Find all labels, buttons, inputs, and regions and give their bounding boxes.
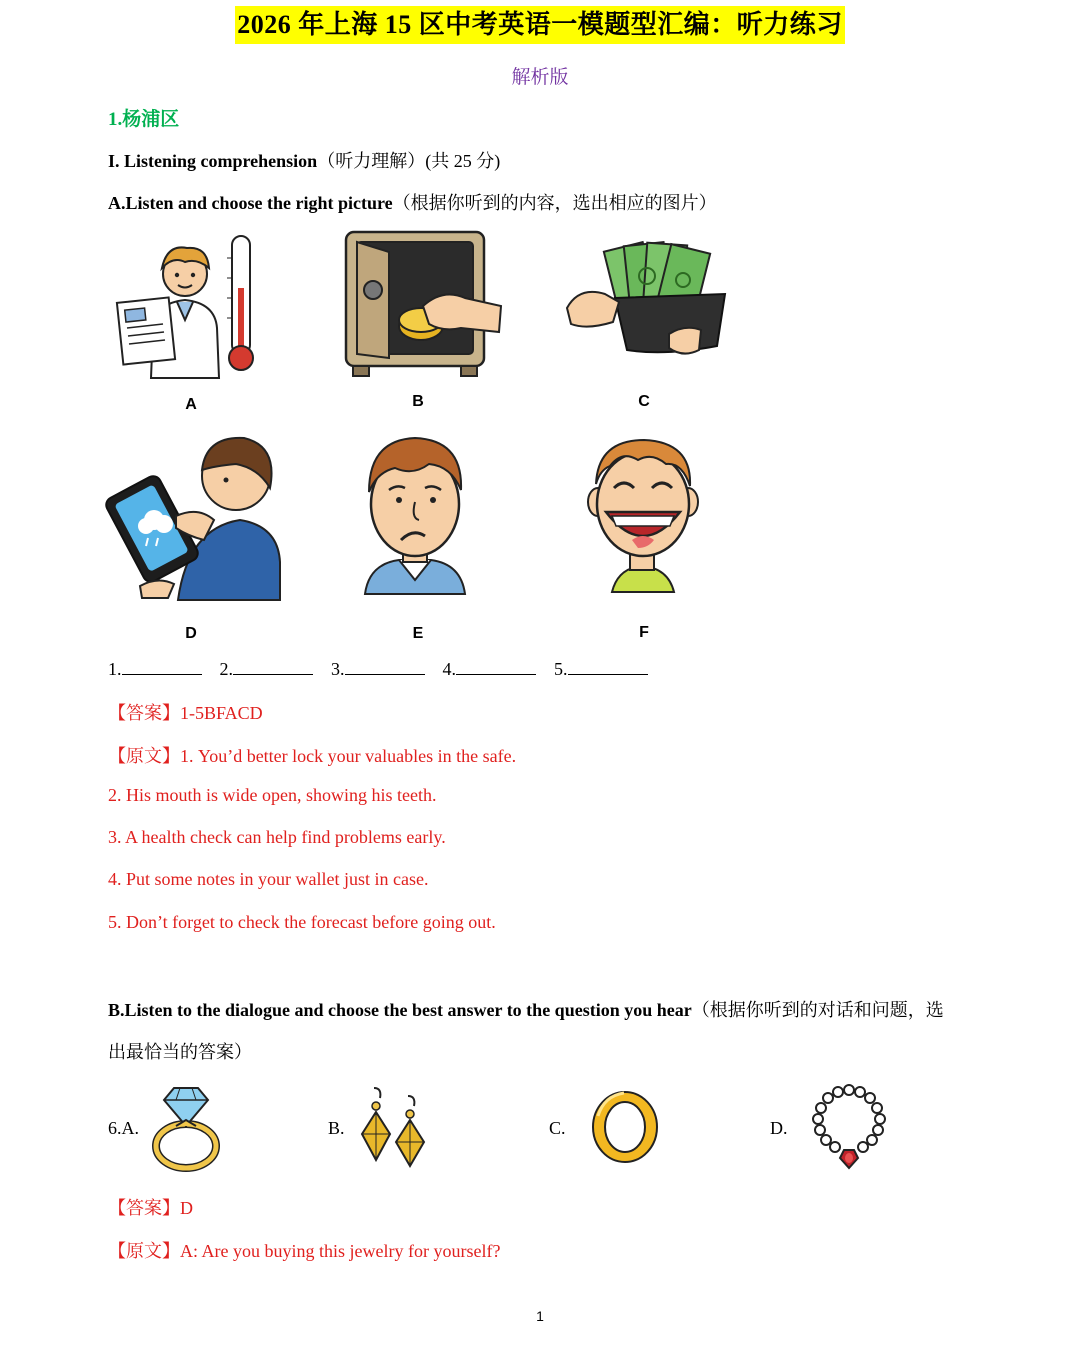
section-heading [108, 147, 500, 173]
section-heading-cn: （听力理解）(共 25 分) [317, 151, 501, 171]
answer-blanks-row [108, 658, 666, 680]
option-6c-label: C. [549, 1118, 566, 1138]
diamond-ring-icon[interactable] [150, 1086, 222, 1172]
answer-blank-5[interactable]: 5. [554, 658, 648, 680]
script-text: A: Are you buying this jewelry for yourself? [180, 1241, 501, 1261]
answer-a [108, 699, 263, 725]
answer-blank-1[interactable]: 1. [108, 658, 202, 680]
answer-blank-3[interactable]: 3. [331, 658, 425, 680]
script-tag: 【原文】 [108, 746, 180, 766]
option-6a-label: 6.A. [108, 1118, 139, 1138]
script-b-line-1 [108, 1237, 500, 1263]
answer-tag: 【答案】 [108, 1198, 180, 1218]
option-6d-label: D. [770, 1118, 788, 1138]
answer-b [108, 1194, 193, 1220]
script-a-line-5: 5. Don’t forget to check the forecast before going out. [108, 912, 496, 932]
section-heading-en: I. Listening comprehension [108, 151, 318, 171]
picture-label-f: F [639, 624, 649, 641]
picture-label-d: D [185, 625, 197, 642]
script-a-line-1 [108, 742, 516, 768]
doctor-thermometer-icon [115, 228, 265, 380]
answer-tag: 【答案】 [108, 703, 180, 723]
district-heading: 1.杨浦区 [108, 109, 180, 130]
subtitle: 解析版 [511, 67, 569, 88]
script-text: 1. You’d better lock your valuables in the safe. [180, 746, 517, 766]
phone-weather-icon [118, 436, 280, 600]
earrings-icon[interactable] [356, 1084, 430, 1168]
part-a-heading-cn: （根据你听到的内容，选出相应的图片） [392, 193, 717, 213]
part-a-heading-en: A.Listen and choose the right picture [108, 193, 393, 213]
part-b-heading-cont: 出最恰当的答案） [108, 1042, 252, 1062]
script-tag: 【原文】 [108, 1241, 180, 1261]
page-title: 2026 年上海 15 区中考英语一模题型汇编：听力练习 [235, 6, 845, 44]
answer-blank-4[interactable]: 4. [443, 658, 537, 680]
picture-label-b: B [412, 393, 424, 410]
answer-text: D [180, 1198, 193, 1218]
part-b-heading [108, 996, 988, 1022]
script-a-line-3: 3. A health check can help find problems early. [108, 827, 446, 847]
wallet-money-icon [565, 238, 730, 358]
part-b-heading-en: B.Listen to the dialogue and choose the best answer to the question you hear [108, 1000, 692, 1020]
script-a-line-4: 4. Put some notes in your wallet just in case. [108, 869, 429, 889]
laughing-boy-icon [578, 436, 708, 592]
picture-label-e: E [412, 625, 424, 642]
worried-man-icon [355, 432, 475, 594]
title-bar [0, 6, 1080, 44]
answer-text: 1-5BFACD [180, 703, 263, 723]
gold-ring-icon[interactable] [588, 1088, 662, 1166]
picture-label-c: C [638, 393, 650, 410]
safe-icon [343, 228, 503, 378]
script-a-line-2: 2. His mouth is wide open, showing his teeth. [108, 785, 437, 805]
option-6b-label: B. [328, 1118, 345, 1138]
part-a-heading [108, 189, 717, 215]
picture-label-a: A [185, 396, 197, 413]
part-b-heading-cn: （根据你听到的对话和问题，选 [691, 1000, 944, 1020]
necklace-icon[interactable] [812, 1084, 886, 1170]
answer-blank-2[interactable]: 2. [220, 658, 314, 680]
page-number: 1 [536, 1308, 544, 1324]
